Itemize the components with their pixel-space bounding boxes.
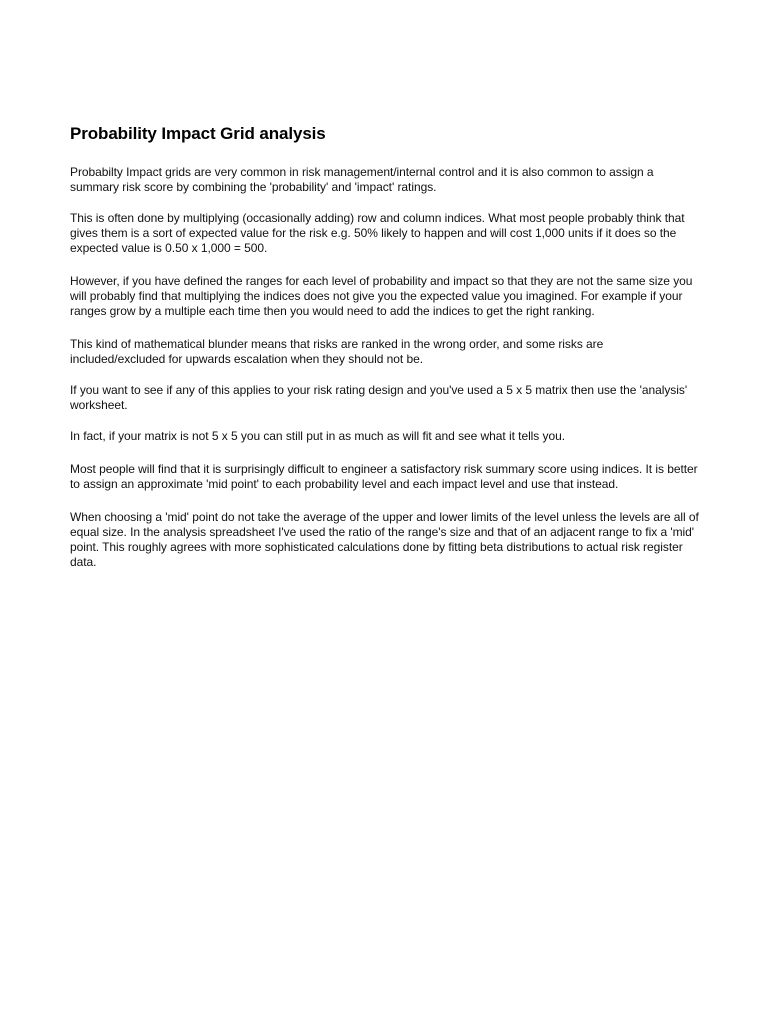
- paragraph-blunder: This kind of mathematical blunder means that risks are ranked in the wrong order, and some risks are included/excluded for upwards escalation when they should not be.: [70, 337, 604, 366]
- paragraph-not-5x5: In fact, if your matrix is not 5 x 5 you can still put in as much as will fit and see what it tells you.: [70, 429, 566, 443]
- document-title: Probability Impact Grid analysis: [70, 124, 326, 143]
- paragraph-mid-point: Most people will find that it is surprisingly difficult to engineer a satisfactory risk summary score using indices. It is better to assign an approximate 'mid point' to each probability level and each impact level and use that instead.: [70, 462, 698, 491]
- paragraph-matrix: If you want to see if any of this applies to your risk rating design and you've used a 5 x 5 matrix then use the 'analysis' worksheet.: [70, 383, 688, 412]
- paragraph-choosing-mid-point: When choosing a 'mid' point do not take the average of the upper and lower limits of the level unless the levels are all of equal size. In the analysis spreadsheet I've used the ratio of the range's size and that of an adjacent range to fix a 'mid' point. This roughly agrees with more sophisticated calculations done by fitting beta distributions to actual risk register data.: [70, 510, 699, 569]
- paragraph-intro: Probabilty Impact grids are very common in risk management/internal control and it is also common to assign a summary risk score by combining the 'probability' and 'impact' ratings.: [70, 165, 654, 194]
- paragraph-multiplying: This is often done by multiplying (occasionally adding) row and column indices. What most people probably think that gives them is a sort of expected value for the risk e.g. 50% likely to happen and will cost 1,000 units if it does so the expected value is 0.50 x 1,000 = 500.: [70, 211, 685, 255]
- paragraph-ranges: However, if you have defined the ranges for each level of probability and impact so that they are not the same size you will probably find that multiplying the indices does not give you the expected value you imagined. For example if your ranges grow by a multiple each time then you would need to add the indices to get the right ranking.: [70, 274, 693, 318]
- document-content: [70, 122, 700, 586]
